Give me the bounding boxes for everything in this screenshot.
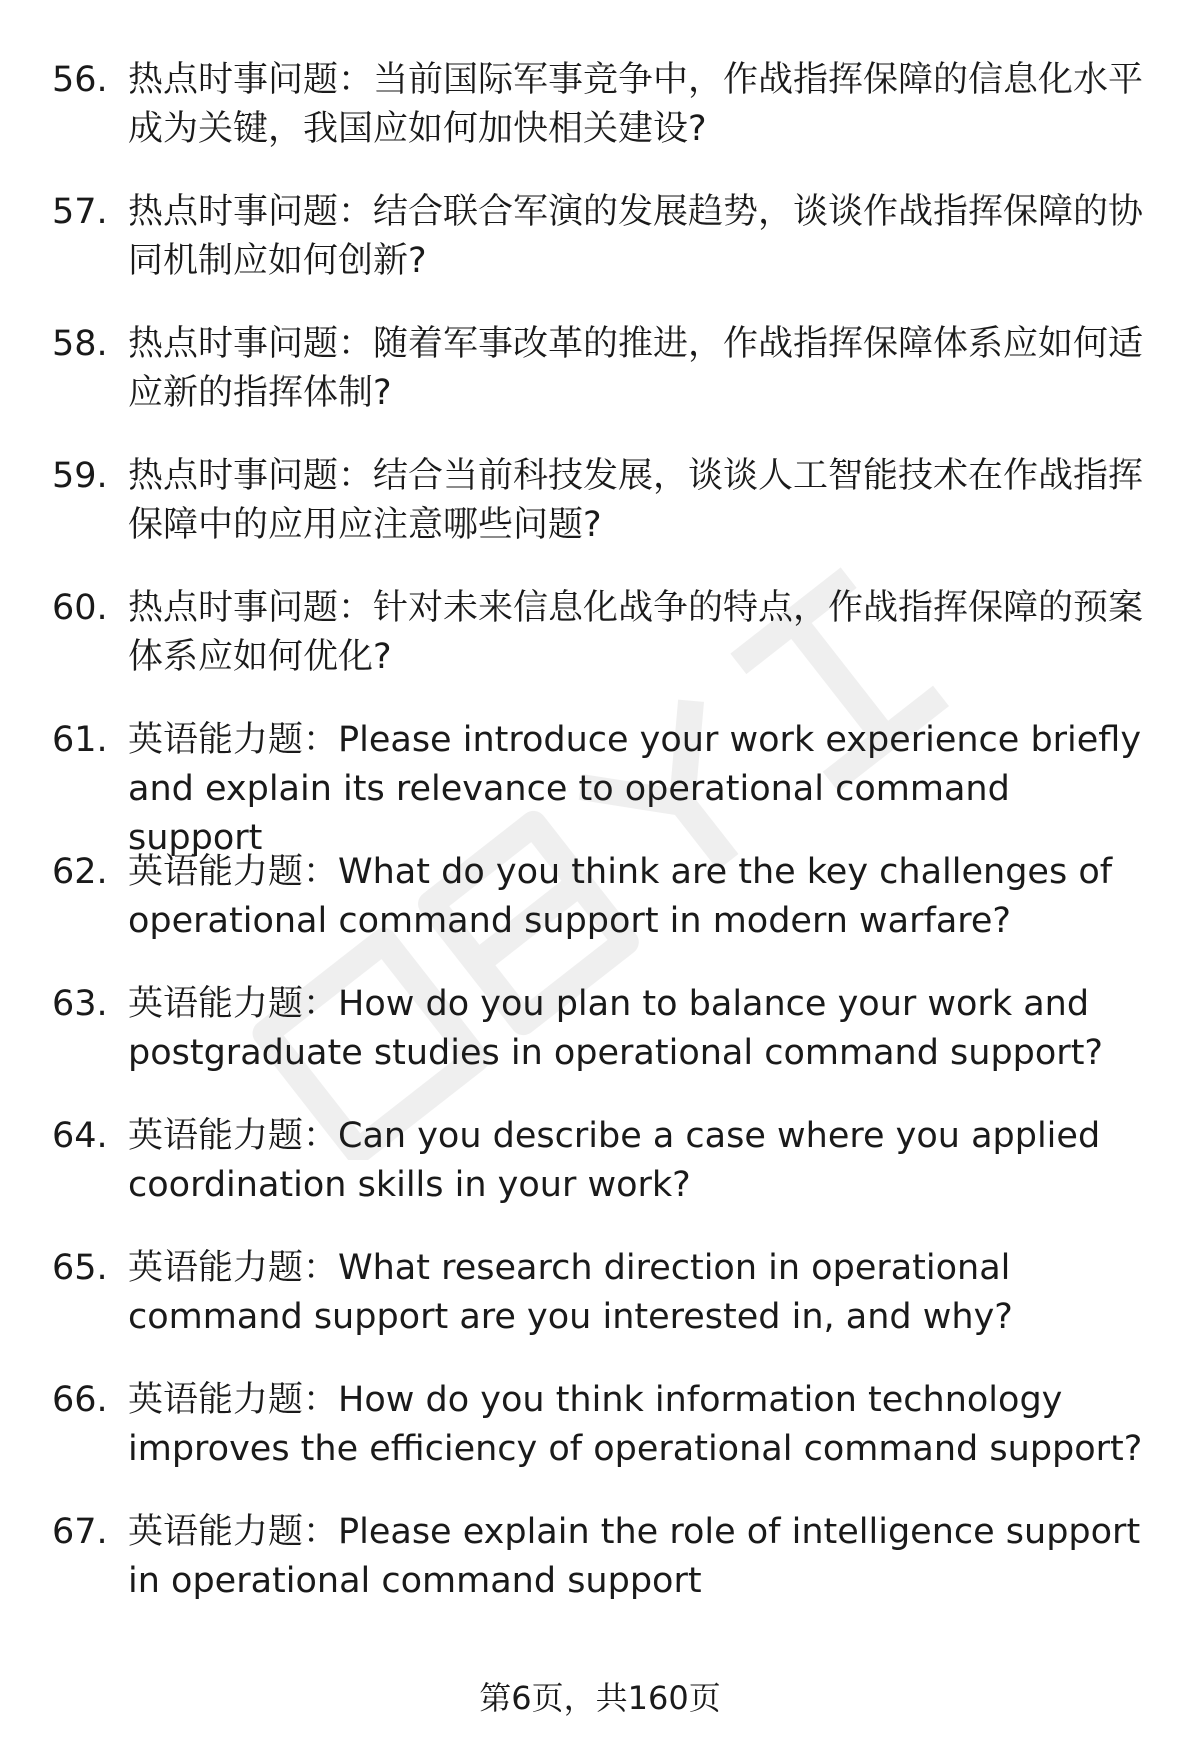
- question-body: [128, 584, 1147, 682]
- question-number: 61.: [52, 720, 108, 760]
- question-number: 58.: [52, 324, 108, 364]
- question-body: [128, 56, 1147, 154]
- question-item: [52, 1112, 1147, 1244]
- question-category: 英语能力题：: [128, 1512, 339, 1552]
- question-text: 结合联合军演的发展趋势，谈谈作战指挥保障的协同机制应如何创新?: [128, 192, 1144, 281]
- question-text: Please explain the role of intelligence support in operational command support: [128, 1512, 1141, 1601]
- question-body: [128, 716, 1147, 863]
- question-item: [52, 1376, 1147, 1508]
- question-number: 66.: [52, 1380, 108, 1420]
- question-category: 热点时事问题：: [128, 192, 374, 232]
- question-item: [52, 188, 1147, 320]
- question-body: [128, 1508, 1147, 1606]
- question-item: [52, 1244, 1147, 1376]
- question-body: [128, 980, 1147, 1078]
- question-number: 63.: [52, 984, 108, 1024]
- question-number: 56.: [52, 60, 108, 100]
- question-number: 65.: [52, 1248, 108, 1288]
- question-text: 随着军事改革的推进，作战指挥保障体系应如何适应新的指挥体制?: [128, 324, 1144, 413]
- question-item: [52, 56, 1147, 188]
- question-number: 64.: [52, 1116, 108, 1156]
- question-text: 针对未来信息化战争的特点，作战指挥保障的预案体系应如何优化?: [128, 588, 1144, 677]
- question-item: [52, 320, 1147, 452]
- question-body: [128, 188, 1147, 286]
- question-text: What do you think are the key challenges of operational command support in modern warfare?: [128, 852, 1113, 941]
- question-category: 英语能力题：: [128, 1380, 339, 1420]
- page-number: 第6页，共160页: [479, 1679, 721, 1717]
- question-text: 当前国际军事竞争中，作战指挥保障的信息化水平成为关键，我国应如何加快相关建设?: [128, 60, 1144, 149]
- question-item: [52, 452, 1147, 584]
- question-text: How do you plan to balance your work and postgraduate studies in operational command support?: [128, 984, 1103, 1073]
- question-body: [128, 848, 1147, 946]
- question-category: 英语能力题：: [128, 1116, 339, 1156]
- question-body: [128, 1376, 1147, 1474]
- question-item: [52, 584, 1147, 716]
- question-text: Can you describe a case where you applied coordination skills in your work?: [128, 1116, 1101, 1205]
- question-number: 59.: [52, 456, 108, 496]
- question-category: 热点时事问题：: [128, 324, 374, 364]
- question-list: [52, 56, 1147, 1640]
- question-category: 英语能力题：: [128, 984, 339, 1024]
- question-body: [128, 1112, 1147, 1210]
- question-text: How do you think information technology improves the efficiency of operational command support?: [128, 1380, 1143, 1469]
- question-number: 62.: [52, 852, 108, 892]
- question-item: [52, 1508, 1147, 1640]
- question-category: 英语能力题：: [128, 720, 339, 760]
- question-category: 热点时事问题：: [128, 588, 374, 628]
- question-category: 热点时事问题：: [128, 456, 374, 496]
- question-body: [128, 1244, 1147, 1342]
- question-text: 结合当前科技发展，谈谈人工智能技术在作战指挥保障中的应用应注意哪些问题?: [128, 456, 1144, 545]
- question-text: What research direction in operational command support are you interested in, and why?: [128, 1248, 1013, 1337]
- question-item: [52, 848, 1147, 980]
- question-number: 60.: [52, 588, 108, 628]
- question-item: [52, 980, 1147, 1112]
- question-text: Please introduce your work experience briefly and explain its relevance to operational command support: [128, 720, 1142, 858]
- question-body: [128, 452, 1147, 550]
- question-body: [128, 320, 1147, 418]
- question-category: 英语能力题：: [128, 852, 339, 892]
- question-item: [52, 716, 1147, 858]
- question-category: 热点时事问题：: [128, 60, 374, 100]
- question-number: 67.: [52, 1512, 108, 1552]
- question-number: 57.: [52, 192, 108, 232]
- question-category: 英语能力题：: [128, 1248, 339, 1288]
